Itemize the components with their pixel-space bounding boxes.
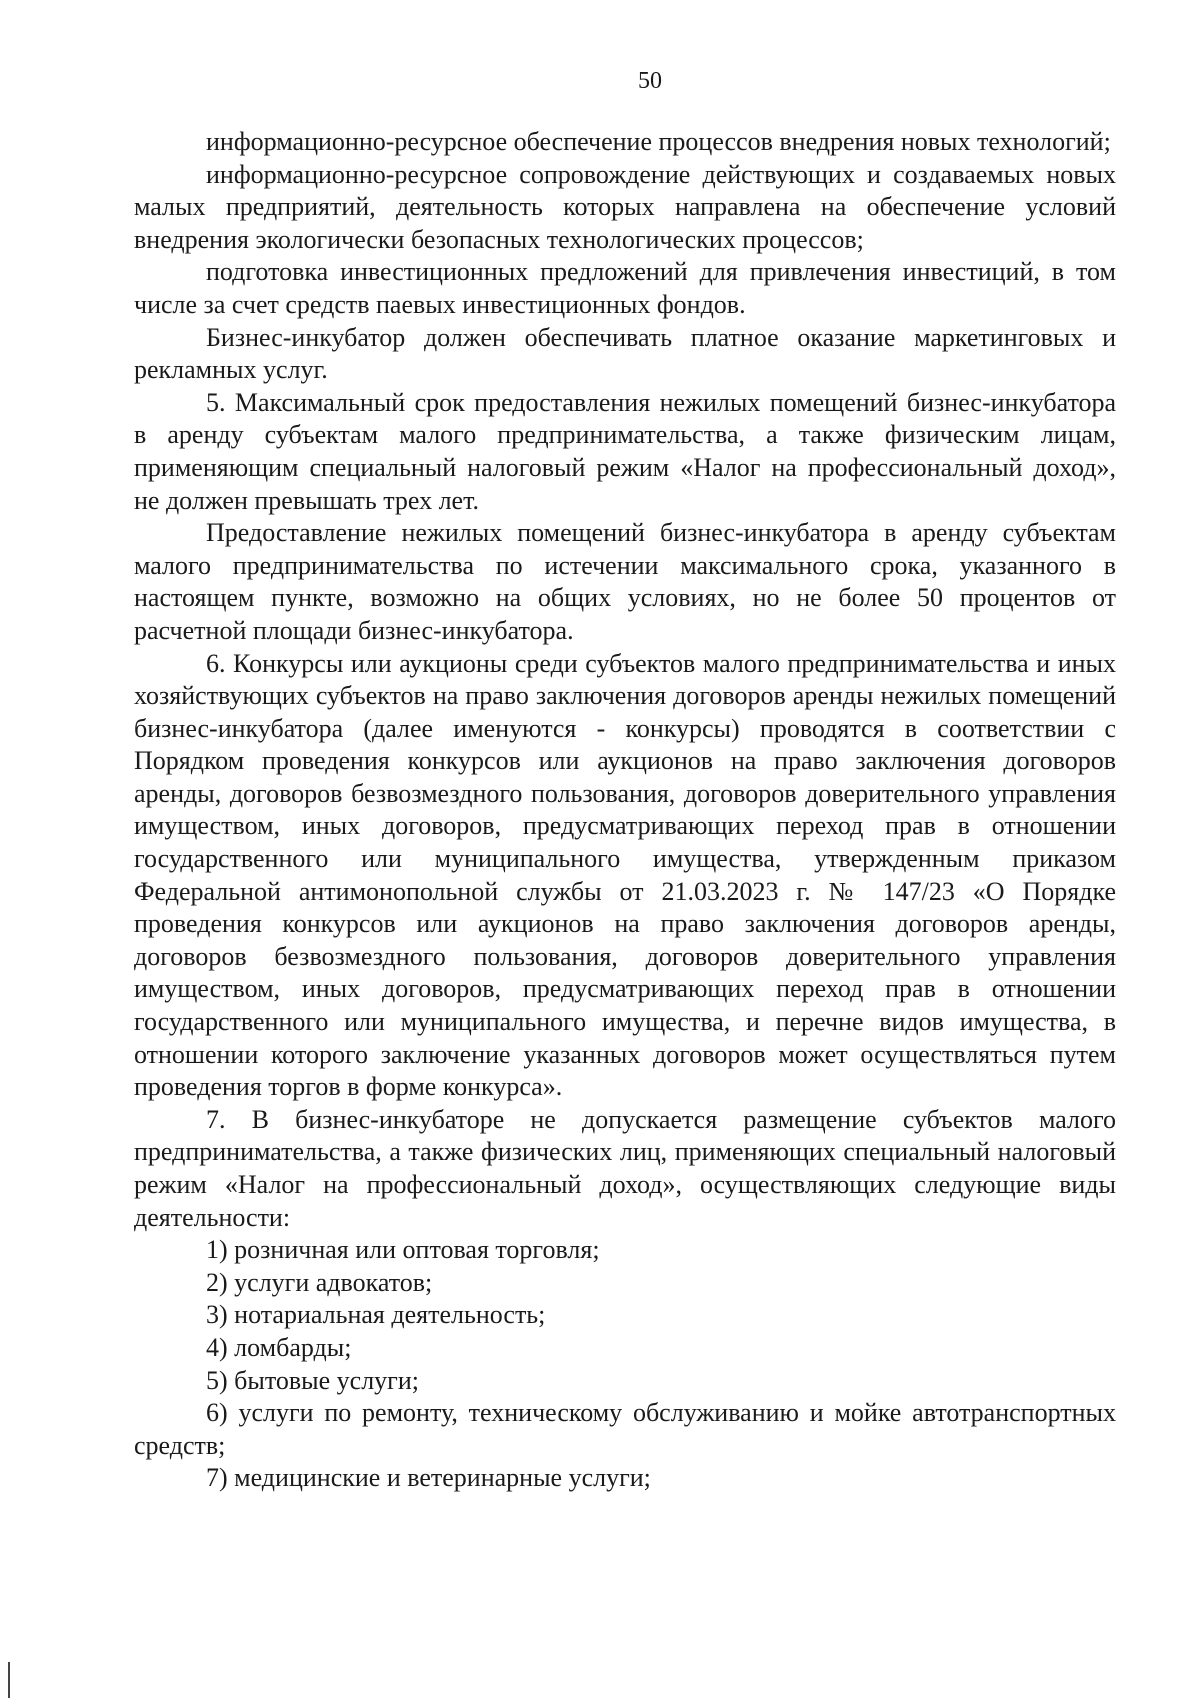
paragraph: подготовка инвестиционных предложений для привлечения инвестиций, в том числе за счет средств паевых инвестиционных фондов. — [134, 257, 1116, 319]
paragraph: информационно-ресурсное сопровождение действующих и создаваемых новых малых предприятий, деятельность которых направлена на обеспечение условий внедрения экологически безопасных технологических процессов; — [134, 159, 1116, 254]
paragraph: 6. Конкурсы или аукционы среди субъектов малого предпринимательства и иных хозяйствующих субъектов на право заключения договоров аренды нежилых помещений бизнес-инкубатора (далее именуются - конкурсы) проводятся в соответствии с Порядком проведения конкурсов или аукционов на право заключения договоров аренды, договоров безвозмездного пользования, договоров доверительного управления имуществом, иных договоров, предусматривающих переход прав в отношении государственного или муниципального имущества, утвержденным приказом Федеральной антимонопольной службы от 21.03.2023 г. № 147/23 «О Порядке проведения конкурсов или аукционов на право заключения договоров аренды, договоров безвозмездного пользования, договоров доверительного управления имуществом, иных договоров, предусматривающих переход прав в отношении государственного или муниципального имущества, и перечне видов имущества, в отношении которого заключение указанных договоров может осуществляться путем проведения торгов в форме конкурса». — [134, 648, 1116, 1102]
paragraph: 7. В бизнес-инкубаторе не допускается размещение субъектов малого предпринимательства, а также физических лиц, применяющих специальный налоговый режим «Налог на профессиональный доход», осуществляющих следующие виды деятельности: — [134, 1104, 1116, 1232]
list-item: 3) нотариальная деятельность; — [206, 1300, 546, 1330]
list-item: 2) услуги адвокатов; — [206, 1267, 433, 1297]
list-item: 4) ломбарды; — [206, 1332, 352, 1362]
page-number: 50 — [638, 68, 662, 94]
list-item: 6) услуги по ремонту, техническому обслуживанию и мойке автотранспортных средств; — [134, 1398, 1116, 1460]
scan-edge-mark — [8, 1662, 10, 1698]
list-item: 7) медицинские и ветеринарные услуги; — [206, 1463, 651, 1493]
paragraph: 5. Максимальный срок предоставления нежилых помещений бизнес-инкубатора в аренду субъектам малого предпринимательства, а также физическим лицам, применяющим специальный налоговый режим «Налог на профессиональный доход», не должен превышать трех лет. — [134, 387, 1116, 515]
paragraph: Предоставление нежилых помещений бизнес-инкубатора в аренду субъектам малого предпринимательства по истечении максимального срока, указанного в настоящем пункте, возможно на общих условиях, но не более 50 процентов от расчетной площади бизнес-инкубатора. — [134, 518, 1116, 645]
list-item: 5) бытовые услуги; — [206, 1365, 419, 1395]
document-body — [134, 126, 1116, 1495]
list-item: 1) розничная или оптовая торговля; — [206, 1235, 600, 1265]
paragraph: информационно-ресурсное обеспечение процессов внедрения новых технологий; — [206, 127, 1111, 156]
paragraph: Бизнес-инкубатор должен обеспечивать платное оказание маркетинговых и рекламных услуг. — [134, 322, 1116, 385]
